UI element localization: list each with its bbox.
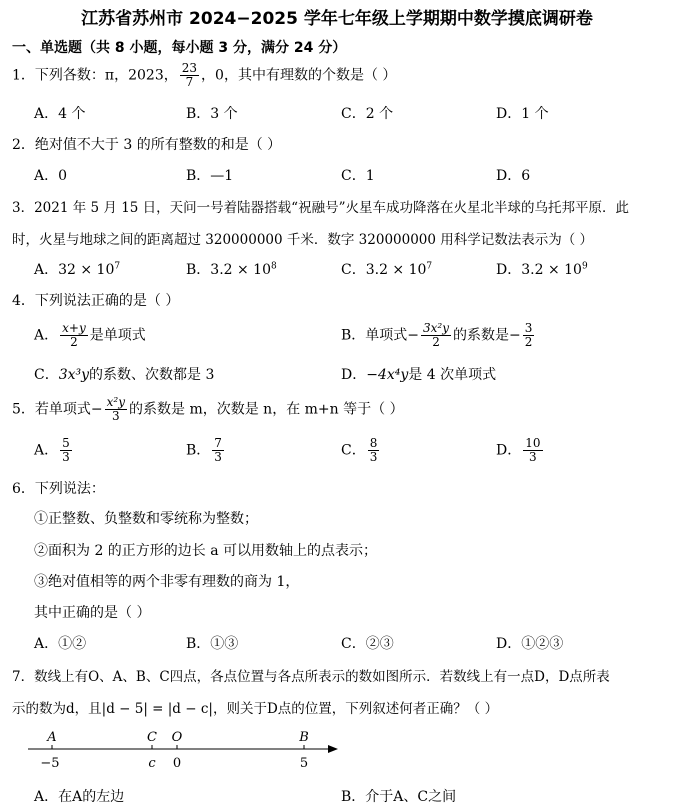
q5-option-b[interactable]: B． $\frac{7}{3}$ [186, 436, 222, 464]
q6-option-a[interactable]: A．①② [34, 636, 87, 652]
q4-option-b[interactable]: B．单项式− $\frac{\text{3x²y}}{2}$ 的系数是− $\frac{3}{2}$ [341, 321, 533, 349]
question-7-stem-line2: 示的数为d，且|d − 5| = |d − c|，则关于D点的位置，下列叙述何者正确？（ ） [12, 701, 499, 717]
q4-option-c[interactable]: C．3x³y的系数、次数都是 3 [34, 367, 215, 383]
question-7-stem-line1: 7．数线上有O、A、B、C四点，各点位置与各点所表示的数如图所示．若数线上有一点D，D点所表 [12, 669, 610, 685]
q4-option-a[interactable]: A． $\frac{x+y}{2}$ 是单项式 [34, 321, 146, 349]
point-a-value: −5 [40, 756, 60, 771]
point-b-value: 5 [299, 756, 309, 771]
number-line-figure [28, 728, 348, 776]
q3-option-a[interactable]: A．$32 \times 10^7$ [34, 261, 121, 278]
section-heading: 一、单选题（共 8 小题，每小题 3 分，满分 24 分） [12, 40, 347, 56]
q2-option-d[interactable]: D．6 [496, 168, 531, 184]
q3-option-b[interactable]: B．$3.2 \times 10^8$ [186, 261, 277, 278]
question-4-stem: 4．下列说法正确的是（ ） [12, 293, 180, 309]
point-b-label: B [299, 730, 309, 745]
q3-option-c[interactable]: C．$3.2 \times 10^7$ [341, 261, 433, 278]
q6-option-d[interactable]: D．①②③ [496, 636, 564, 652]
q4-option-d[interactable]: D．−4x⁴y是 4 次单项式 [341, 367, 497, 383]
q1-option-a[interactable]: A．4 个 [34, 106, 86, 122]
q7-option-a-partial[interactable]: A．在A的左边 [34, 789, 125, 805]
q6-option-c[interactable]: C．②③ [341, 636, 394, 652]
number-line-arrow [328, 745, 338, 753]
question-3-stem-line1: 3．2021 年 5 月 15 日，天问一号着陆器搭载“祝融号”火星车成功降落在火星北半球的乌托邦平原．此 [12, 200, 629, 216]
question-5-stem: 5．若单项式− $\frac{\text{x²y}}{3}$ 的系数是 m，次数是 n，在 m+n 等于（ ） [12, 395, 404, 423]
q1-option-c[interactable]: C．2 个 [341, 106, 394, 122]
q5-option-c[interactable]: C． $\frac{8}{3}$ [341, 436, 378, 464]
q2-option-c[interactable]: C．1 [341, 168, 375, 184]
point-o-value: 0 [172, 756, 182, 771]
q5-option-a[interactable]: A． $\frac{5}{3}$ [34, 436, 70, 464]
q6-ask: 其中正确的是（ ） [34, 605, 151, 621]
q6-statement-1: ①正整数、负整数和零统称为整数； [34, 511, 258, 527]
q2-option-b[interactable]: B．—1 [186, 168, 234, 184]
point-c-value: c [148, 756, 156, 771]
point-c-label: C [147, 730, 157, 745]
question-1-stem: 1．下列各数：π，2023， $\frac{23}{7}$ ，0，其中有理数的个数是（ ） [12, 61, 397, 89]
question-2-stem: 2．绝对值不大于 3 的所有整数的和是（ ） [12, 137, 282, 153]
point-o-label: O [171, 730, 183, 745]
page-title: 江苏省苏州市 2024−2025 学年七年级上学期期中数学摸底调研卷 [81, 9, 593, 29]
q6-statement-3: ③绝对值相等的两个非零有理数的商为 1， [34, 574, 300, 590]
q2-option-a[interactable]: A．0 [34, 168, 68, 184]
question-6-stem: 6．下列说法： [12, 481, 105, 497]
q1-option-d[interactable]: D．1 个 [496, 106, 549, 122]
q5-option-d[interactable]: D． $\frac{10}{3}$ [496, 436, 541, 464]
point-a-label: A [47, 730, 57, 745]
q7-option-b-partial[interactable]: B．介于A、C之间 [341, 789, 457, 805]
fraction: $\frac{23}{7}$ [181, 61, 198, 89]
q6-option-b[interactable]: B．①③ [186, 636, 239, 652]
question-3-stem-line2: 时，火星与地球之间的距离超过 320000000 千米．数字 320000000 用科学记数法表示为（ ） [12, 232, 594, 248]
q1-option-b[interactable]: B．3 个 [186, 106, 238, 122]
q6-statement-2: ②面积为 2 的正方形的边长 a 可以用数轴上的点表示； [34, 543, 378, 559]
q3-option-d[interactable]: D．$3.2 \times 10^9$ [496, 261, 588, 278]
